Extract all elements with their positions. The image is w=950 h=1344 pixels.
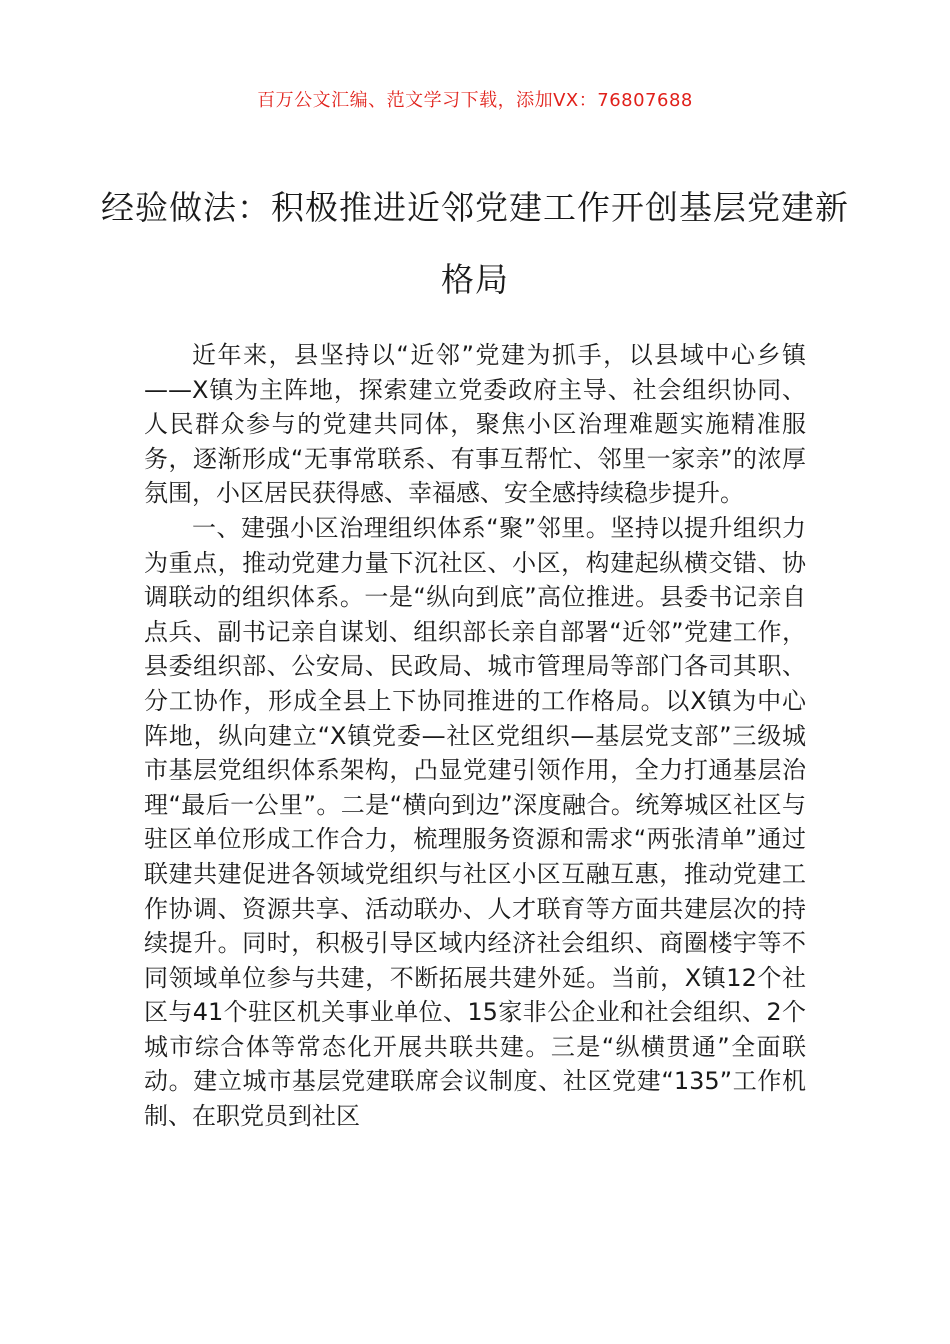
document-body [144, 338, 806, 1134]
paragraph-section-one: 一、建强小区治理组织体系“聚”邻里。坚持以提升组织力为重点，推动党建力量下沉社区、小区，构建起纵横交错、协调联动的组织体系。一是“纵向到底”高位推进。县委书记亲自点兵、副书记亲自谋划、组织部长亲自部署“近邻”党建工作，县委组织部、公安局、民政局、城市管理局等部门各司其职、分工协作，形成全县上下协同推进的工作格局。以X镇为中心阵地，纵向建立“X镇党委—社区党组织—基层党支部”三级城市基层党组织体系架构，凸显党建引领作用，全力打通基层治理“最后一公里”。二是“横向到边”深度融合。统筹城区社区与驻区单位形成工作合力，梳理服务资源和需求“两张清单”通过联建共建促进各领域党组织与社区小区互融互惠，推动党建工作协调、资源共享、活动联办、人才联育等方面共建层次的持续提升。同时，积极引导区域内经济社会组织、商圈楼宇等不同领域单位参与共建，不断拓展共建外延。当前，X镇12个社区与41个驻区机关事业单位、15家非公企业和社会组织、2个城市综合体等常态化开展共联共建。三是“纵横贯通”全面联动。建立城市基层党建联席会议制度、社区党建“135”工作机制、在职党员到社区 [144, 513, 806, 1131]
paragraph-intro: 近年来，县坚持以“近邻”党建为抓手，以县域中心乡镇——X镇为主阵地，探索建立党委政府主导、社会组织协同、人民群众参与的党建共同体，聚焦小区治理难题实施精准服务，逐渐形成“无事常联系、有事互帮忙、邻里一家亲”的浓厚氛围，小区居民获得感、幸福感、安全感持续稳步提升。 [144, 341, 806, 508]
header-note: 百万公文汇编、范文学习下载，添加VX：76807688 [257, 90, 693, 111]
document-title: 经验做法：积极推进近邻党建工作开创基层党建新格局 [101, 188, 849, 299]
